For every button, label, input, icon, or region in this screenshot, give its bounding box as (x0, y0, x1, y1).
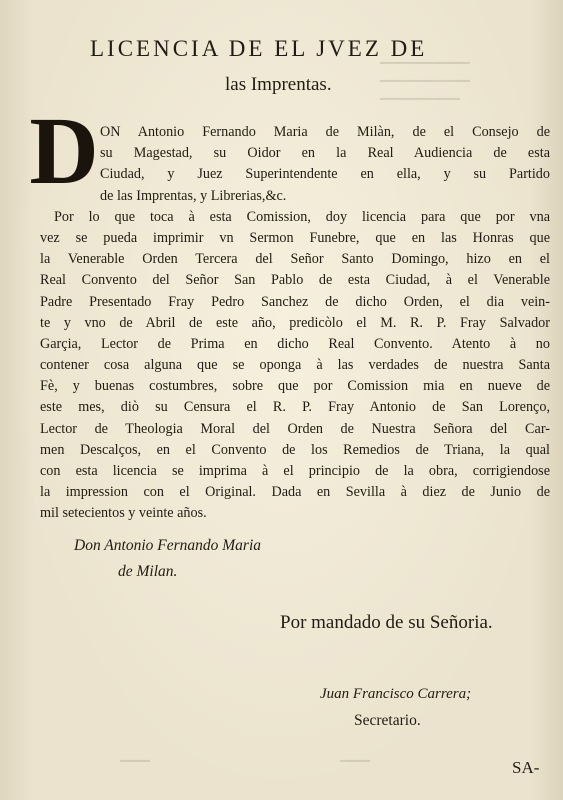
text-line: ON Antonio Fernando Maria de Milàn, de el Consejo de (100, 124, 550, 140)
text-line: contener cosa alguna que se oponga à las verdades de nuestra Santa (40, 357, 550, 374)
signature-name: Don Antonio Fernando Maria (74, 537, 261, 554)
secretary-name: Juan Francisco Carrera; (320, 686, 472, 702)
catchword: SA- (512, 758, 540, 777)
page-title: LICENCIA DE EL JVEZ DE (90, 36, 428, 61)
text-line: su Magestad, su Oidor en la Real Audiencia de esta (100, 145, 550, 162)
secretary-role: Secretario. (354, 712, 421, 729)
show-through: ▔▔▔▔▔▔▔▔▔ (380, 80, 470, 95)
text-line: Garçia, Lector de Prima en dicho Real Convento. Atento à no (40, 335, 550, 352)
text-line: con esta licencia se imprima à el principio de la obra, corrigiendose (40, 463, 550, 479)
text-line: la Venerable Orden Tercera del Señor Santo Domingo, hizo en el (40, 251, 550, 268)
text-line: mil setecientos y veinte años. (40, 505, 207, 522)
show-through: ▔▔▔ (120, 760, 150, 775)
text-line: la impression con el Original. Dada en Sevilla à diez de Junio de (40, 484, 550, 501)
drop-cap: D (29, 97, 99, 204)
show-through: ▔▔▔ (340, 760, 370, 775)
text-line: men Descalços, en el Convento de los Remedios de Triana, la qual (40, 441, 550, 458)
license-text (40, 122, 550, 525)
show-through: ▔▔▔▔▔▔▔▔▔ (380, 62, 470, 77)
text-line: Real Convento del Señor San Pablo de esta Ciudad, à el Venerable (40, 272, 550, 289)
signature-surname: de Milan. (118, 563, 178, 580)
text-line: te y vno de Abril de este año, predicòlo el M. R. P. Fray Salvador (40, 314, 550, 331)
show-through: ▔▔▔▔▔▔▔▔ (380, 98, 460, 113)
page-subtitle: las Imprentas. (225, 74, 332, 95)
text-line: de las Imprentas, y Librerias,&c. (100, 187, 287, 204)
text-line: Ciudad, y Juez Superintendente en ella, y su Partido (100, 166, 550, 183)
text-line: este mes, diò su Censura el R. P. Fray Antonio de San Lorenço, (40, 399, 550, 416)
text-line: Padre Presentado Fray Pedro Sanchez de dicho Orden, el dia vein- (40, 293, 550, 310)
text-line: Lector de Theologia Moral del Orden de Nuestra Señora del Car- (40, 420, 550, 437)
text-line: Fè, y buenas costumbres, sobre que por Comission mia en nueve de (40, 378, 550, 395)
mandate-line: Por mandado de su Señoria. (280, 612, 493, 633)
text-line: vez se pueda imprimir vn Sermon Funebre, que en las Honras que (40, 229, 550, 246)
text-line: Por lo que toca à esta Comission, doy licencia para que por vna (54, 208, 550, 225)
